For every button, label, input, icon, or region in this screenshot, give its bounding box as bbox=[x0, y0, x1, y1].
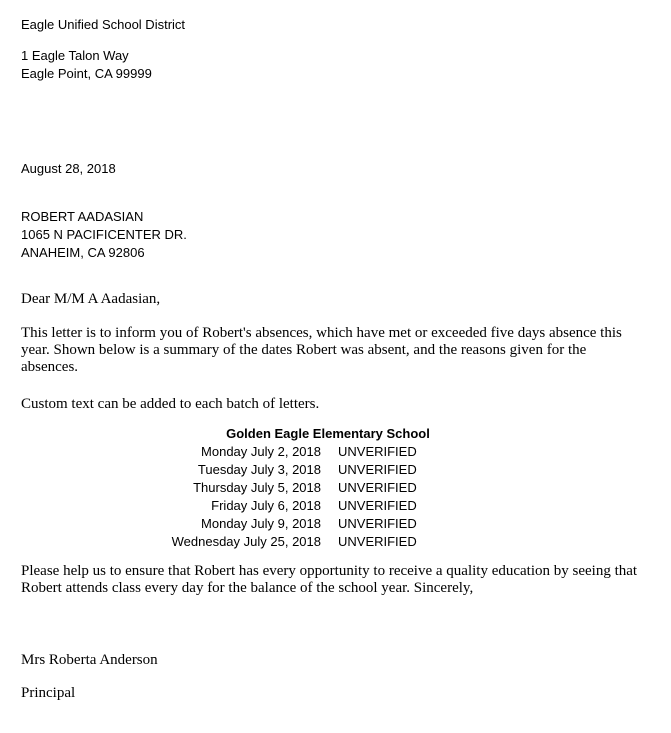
absence-status: UNVERIFIED bbox=[338, 444, 417, 459]
absence-date: Thursday July 5, 2018 bbox=[193, 480, 321, 495]
district-address-line1: 1 Eagle Talon Way bbox=[21, 48, 129, 63]
signature-title: Principal bbox=[21, 685, 76, 701]
absence-row bbox=[150, 443, 500, 461]
school-name: Golden Eagle Elementary School bbox=[226, 426, 430, 441]
letter-date: August 28, 2018 bbox=[21, 161, 116, 176]
absence-date: Tuesday July 3, 2018 bbox=[197, 462, 321, 477]
closing-paragraph: Please help us to ensure that Robert has every opportunity to receive a quality education by seeing that Robert attends class every day for the balance of the school year. Sincerely, bbox=[21, 563, 638, 596]
absence-table bbox=[150, 425, 500, 551]
recipient-street: 1065 N PACIFICENTER DR. bbox=[21, 227, 187, 242]
absence-date: Monday July 2, 2018 bbox=[201, 444, 321, 459]
absence-row bbox=[150, 479, 500, 497]
recipient-name: ROBERT AADASIAN bbox=[21, 209, 144, 224]
intro-paragraph: This letter is to inform you of Robert's absences, which have met or exceeded five days absence this year. Shown below is a summary of the dates Robert was absent, and the reasons given for the absences. bbox=[21, 325, 622, 375]
absence-status: UNVERIFIED bbox=[338, 462, 417, 477]
absence-status: UNVERIFIED bbox=[338, 480, 417, 495]
recipient-city: ANAHEIM, CA 92806 bbox=[21, 245, 145, 260]
district-address-line2: Eagle Point, CA 99999 bbox=[21, 66, 152, 81]
absence-row bbox=[150, 497, 500, 515]
custom-text-paragraph: Custom text can be added to each batch of letters. bbox=[21, 396, 320, 412]
absence-status: UNVERIFIED bbox=[338, 498, 417, 513]
absence-status: UNVERIFIED bbox=[338, 516, 417, 531]
absence-date: Friday July 6, 2018 bbox=[211, 498, 321, 513]
absence-row bbox=[150, 461, 500, 479]
absence-date: Wednesday July 25, 2018 bbox=[171, 534, 321, 549]
salutation: Dear M/M A Aadasian, bbox=[21, 291, 161, 307]
signature-name: Mrs Roberta Anderson bbox=[21, 652, 158, 668]
absence-row bbox=[150, 533, 500, 551]
absence-date: Monday July 9, 2018 bbox=[201, 516, 321, 531]
absence-status: UNVERIFIED bbox=[338, 534, 417, 549]
district-name: Eagle Unified School District bbox=[21, 17, 186, 32]
absence-row bbox=[150, 515, 500, 533]
